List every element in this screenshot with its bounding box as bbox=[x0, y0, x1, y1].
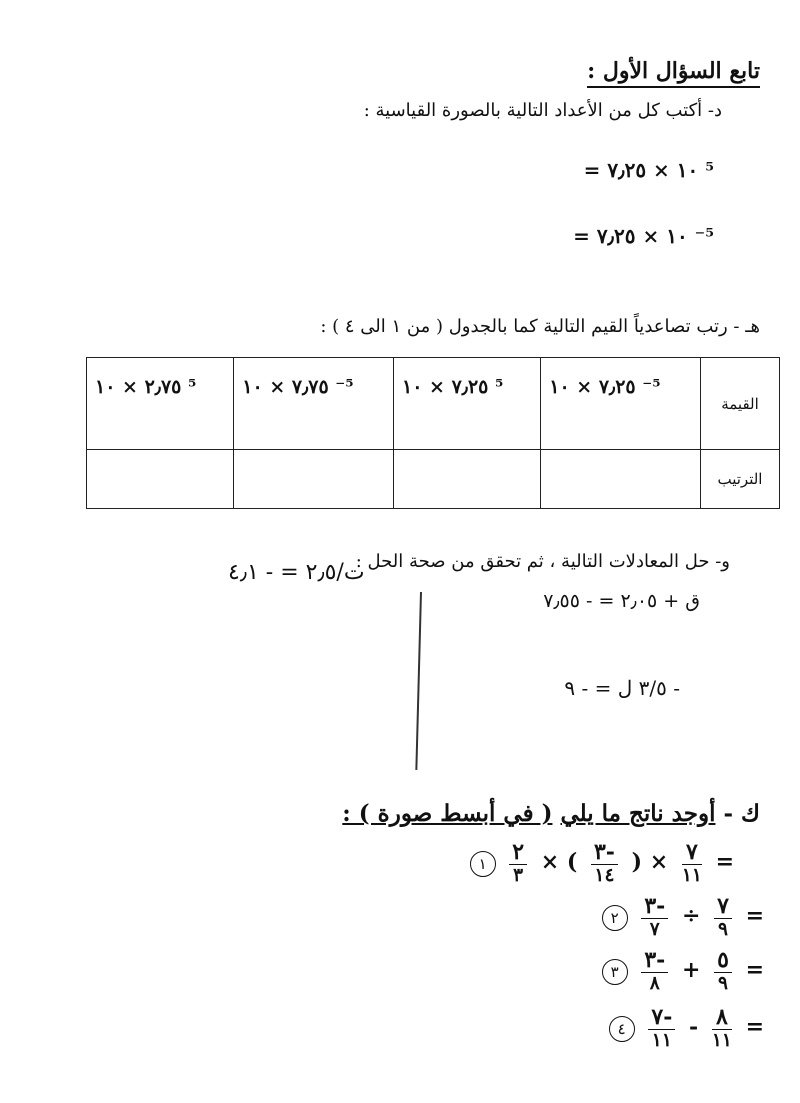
problem-3 bbox=[598, 948, 764, 994]
value-cell-3: ٧٫٧٥ × ١٠ ⁻⁵ bbox=[234, 358, 394, 450]
denominator: ٩ bbox=[717, 972, 728, 995]
question-k-prefix: ك - bbox=[723, 800, 760, 827]
numerator: -٧ bbox=[648, 1005, 675, 1030]
problem-1 bbox=[466, 840, 764, 886]
equation-2: - ٣/٥ ل = - ٩ bbox=[564, 676, 680, 700]
vertical-divider bbox=[415, 592, 422, 770]
value-cell-1: ٧٫٢٥ × ١٠ ⁻⁵ bbox=[541, 358, 701, 450]
problem-number-badge: ٤ bbox=[609, 1016, 635, 1042]
fraction bbox=[509, 840, 527, 886]
close-paren: ) bbox=[631, 848, 643, 875]
denominator: ٨ bbox=[649, 972, 660, 995]
equals-sign: = bbox=[745, 956, 764, 983]
question-k-prompt bbox=[342, 800, 760, 827]
problem-number-badge: ٢ bbox=[602, 905, 628, 931]
numerator: -٣ bbox=[641, 948, 668, 973]
numerator: -٣ bbox=[591, 840, 618, 865]
equals-sign: = bbox=[715, 848, 734, 875]
denominator: ٩ bbox=[717, 918, 728, 941]
operator: + bbox=[681, 956, 701, 983]
question-h-prompt: هـ - رتب تصاعدياً القيم التالية كما بالجدول ( من ١ الى ٤ ) : bbox=[320, 316, 760, 337]
numerator: ٥ bbox=[714, 948, 732, 973]
operator: - bbox=[689, 1013, 699, 1040]
denominator: ١٤ bbox=[594, 864, 615, 887]
denominator: ٧ bbox=[649, 918, 660, 941]
handwritten-equation: ت/٢٫٥ = - ٤٫١ bbox=[228, 560, 365, 585]
table-row-values bbox=[87, 358, 780, 450]
numerator: ٢ bbox=[509, 840, 527, 865]
question-d-prompt: د- أكتب كل من الأعداد التالية بالصورة القياسية : bbox=[363, 100, 722, 121]
fraction bbox=[648, 1005, 675, 1051]
denominator: ١١ bbox=[651, 1029, 672, 1052]
denominator: ١١ bbox=[711, 1029, 732, 1052]
fraction bbox=[641, 894, 668, 940]
rank-input-cell-1[interactable] bbox=[541, 450, 701, 509]
scientific-expression-2: = ١٠ × ٧٫٢٥ ⁻⁵ bbox=[573, 224, 714, 248]
rank-input-cell-3[interactable] bbox=[234, 450, 394, 509]
numerator: ٧ bbox=[714, 894, 732, 919]
scientific-expression-1: = ١٠ × ٧٫٢٥ ⁵ bbox=[583, 158, 714, 182]
rank-input-cell-2[interactable] bbox=[394, 450, 541, 509]
equals-sign: = bbox=[745, 1013, 764, 1040]
denominator: ٣ bbox=[513, 864, 524, 887]
row-label-value: القيمة bbox=[701, 358, 780, 450]
question-k-main: أوجد ناتج ما يلي bbox=[560, 800, 716, 827]
fraction bbox=[591, 840, 618, 886]
table-row-ranks bbox=[87, 450, 780, 509]
denominator: ١١ bbox=[681, 864, 702, 887]
problem-2 bbox=[598, 894, 764, 940]
numerator: ٧ bbox=[682, 840, 702, 865]
problem-number-badge: ١ bbox=[470, 851, 496, 877]
value-cell-2: ٧٫٢٥ × ١٠ ⁵ bbox=[394, 358, 541, 450]
page-heading: تابع السؤال الأول : bbox=[587, 58, 760, 88]
question-k-suffix: ( في أبسط صورة ) : bbox=[342, 800, 553, 827]
fraction bbox=[682, 840, 702, 886]
numerator: -٣ bbox=[641, 894, 668, 919]
value-cell-4: ٢٫٧٥ × ١٠ ⁵ bbox=[87, 358, 234, 450]
rank-input-cell-4[interactable] bbox=[87, 450, 234, 509]
ranking-table bbox=[86, 357, 780, 509]
question-w-prompt: و- حل المعادلات التالية ، ثم تحقق من صحة الحل : bbox=[355, 551, 730, 572]
equals-sign: = bbox=[745, 902, 764, 929]
fraction bbox=[714, 948, 732, 994]
operator: × bbox=[649, 848, 669, 875]
equation-1: ق + ٢٫٠٥ = - ٧٫٥٥ bbox=[543, 590, 700, 612]
operator: ÷ bbox=[681, 902, 701, 929]
problem-4 bbox=[605, 1005, 764, 1051]
open-paren: ( bbox=[566, 848, 578, 875]
fraction bbox=[714, 894, 732, 940]
row-label-rank: الترتيب bbox=[701, 450, 780, 509]
fraction bbox=[712, 1005, 732, 1051]
problem-number-badge: ٣ bbox=[602, 959, 628, 985]
numerator: ٨ bbox=[712, 1005, 732, 1030]
fraction bbox=[641, 948, 668, 994]
operator: × bbox=[540, 848, 560, 875]
